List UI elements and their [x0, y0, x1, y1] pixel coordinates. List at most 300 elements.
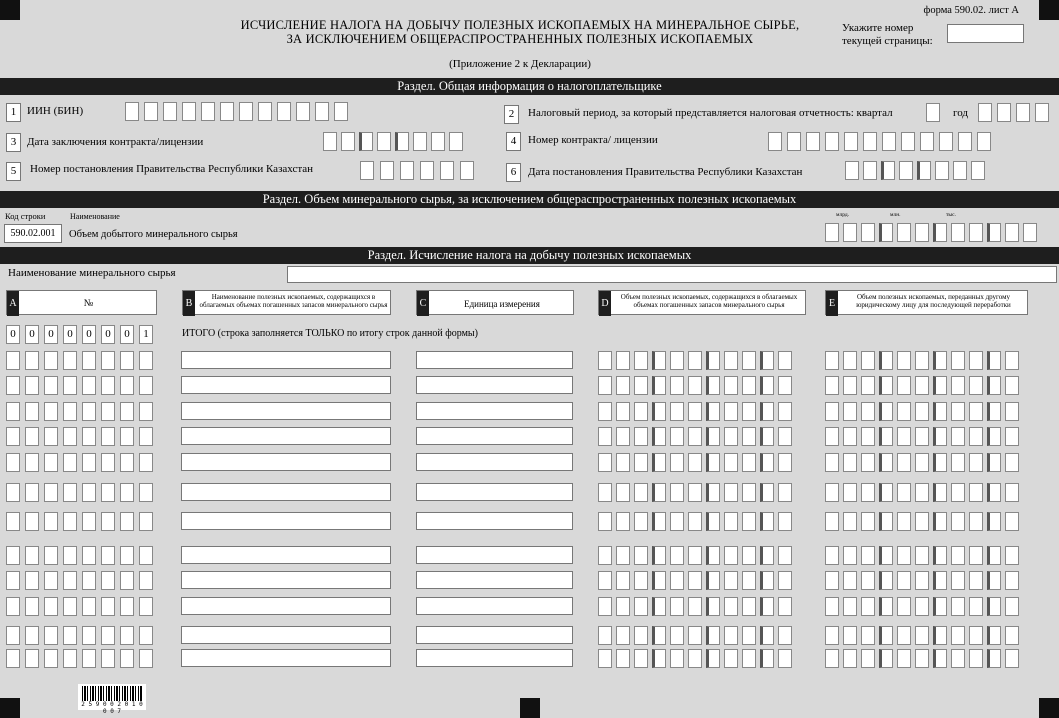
- input-cell[interactable]: [933, 351, 947, 370]
- input-cell[interactable]: [598, 626, 612, 645]
- row-number-cells[interactable]: [6, 453, 158, 472]
- input-cell[interactable]: [652, 626, 666, 645]
- mineral-name-row-input[interactable]: [181, 571, 391, 589]
- input-cell[interactable]: [634, 546, 648, 565]
- input-cell[interactable]: [440, 161, 454, 180]
- unit-row-input[interactable]: [416, 351, 573, 369]
- input-cell[interactable]: [101, 453, 115, 472]
- volume-d-row-cells[interactable]: [598, 483, 796, 502]
- input-cell[interactable]: [634, 512, 648, 531]
- input-cell[interactable]: [598, 512, 612, 531]
- input-cell[interactable]: [25, 597, 39, 616]
- input-cell[interactable]: [258, 102, 272, 121]
- mineral-name-row-input[interactable]: [181, 546, 391, 564]
- mineral-name-row-input[interactable]: [181, 453, 391, 471]
- input-cell[interactable]: [1005, 546, 1019, 565]
- input-cell[interactable]: [778, 626, 792, 645]
- input-cell[interactable]: [843, 512, 857, 531]
- input-cell[interactable]: [616, 453, 630, 472]
- input-cell[interactable]: [670, 597, 684, 616]
- unit-row-input[interactable]: [416, 546, 573, 564]
- input-cell[interactable]: [742, 597, 756, 616]
- input-cell[interactable]: [861, 512, 875, 531]
- input-cell[interactable]: [897, 597, 911, 616]
- input-cell[interactable]: [706, 351, 720, 370]
- input-cell[interactable]: [44, 626, 58, 645]
- input-cell[interactable]: [933, 546, 947, 565]
- input-cell[interactable]: [323, 132, 337, 151]
- input-cell[interactable]: [760, 512, 774, 531]
- input-cell[interactable]: [6, 597, 20, 616]
- input-cell[interactable]: [778, 546, 792, 565]
- input-cell[interactable]: [987, 597, 1001, 616]
- input-cell[interactable]: [843, 376, 857, 395]
- input-cell[interactable]: [277, 102, 291, 121]
- input-cell[interactable]: [139, 546, 153, 565]
- page-number-input[interactable]: [947, 24, 1024, 43]
- input-cell[interactable]: [1005, 597, 1019, 616]
- input-cell[interactable]: [863, 132, 877, 151]
- volume-d-row-cells[interactable]: [598, 453, 796, 472]
- input-cell[interactable]: [616, 351, 630, 370]
- input-cell[interactable]: [63, 626, 77, 645]
- input-cell[interactable]: [843, 453, 857, 472]
- row-number-cells[interactable]: [6, 649, 158, 668]
- input-cell[interactable]: [82, 427, 96, 446]
- input-cell[interactable]: [897, 453, 911, 472]
- input-cell[interactable]: [120, 453, 134, 472]
- input-cell[interactable]: [724, 453, 738, 472]
- input-cell[interactable]: [1023, 223, 1037, 242]
- input-cell[interactable]: [670, 512, 684, 531]
- input-cell[interactable]: [987, 626, 1001, 645]
- input-cell[interactable]: [760, 597, 774, 616]
- volume-d-row-cells[interactable]: [598, 597, 796, 616]
- input-cell[interactable]: [724, 512, 738, 531]
- input-cell[interactable]: [139, 453, 153, 472]
- input-cell[interactable]: [825, 351, 839, 370]
- input-cell[interactable]: [598, 571, 612, 590]
- volume-d-row-cells[interactable]: [598, 351, 796, 370]
- input-cell[interactable]: [760, 376, 774, 395]
- input-cell[interactable]: [598, 546, 612, 565]
- input-cell[interactable]: [978, 103, 992, 122]
- mineral-name-row-input[interactable]: [181, 597, 391, 615]
- input-cell[interactable]: [101, 626, 115, 645]
- volume-d-row-cells[interactable]: [598, 512, 796, 531]
- unit-row-input[interactable]: [416, 626, 573, 644]
- input-cell[interactable]: [1005, 376, 1019, 395]
- input-cell[interactable]: [897, 223, 911, 242]
- input-cell[interactable]: [139, 597, 153, 616]
- input-cell[interactable]: [380, 161, 394, 180]
- input-cell[interactable]: [460, 161, 474, 180]
- input-cell[interactable]: [935, 161, 949, 180]
- input-cell[interactable]: [917, 161, 931, 180]
- input-cell[interactable]: [82, 597, 96, 616]
- input-cell[interactable]: [139, 427, 153, 446]
- input-cell[interactable]: [987, 649, 1001, 668]
- input-cell[interactable]: [933, 453, 947, 472]
- input-cell[interactable]: [971, 161, 985, 180]
- input-cell[interactable]: [120, 427, 134, 446]
- input-cell[interactable]: [44, 571, 58, 590]
- input-cell[interactable]: [6, 453, 20, 472]
- input-cell[interactable]: [634, 483, 648, 502]
- input-cell[interactable]: [82, 626, 96, 645]
- input-cell[interactable]: [724, 597, 738, 616]
- input-cell[interactable]: [760, 483, 774, 502]
- input-cell[interactable]: [82, 351, 96, 370]
- input-cell[interactable]: [977, 132, 991, 151]
- input-cell[interactable]: [598, 483, 612, 502]
- input-cell[interactable]: [915, 402, 929, 421]
- input-cell[interactable]: [879, 483, 893, 502]
- input-cell[interactable]: [953, 161, 967, 180]
- input-cell[interactable]: [843, 546, 857, 565]
- mineral-name-row-input[interactable]: [181, 483, 391, 501]
- input-cell[interactable]: [724, 402, 738, 421]
- input-cell[interactable]: [843, 597, 857, 616]
- input-cell[interactable]: [120, 483, 134, 502]
- input-cell[interactable]: [969, 376, 983, 395]
- input-cell[interactable]: [82, 376, 96, 395]
- row-number-cells[interactable]: [6, 402, 158, 421]
- input-cell[interactable]: [101, 376, 115, 395]
- input-cell[interactable]: [44, 402, 58, 421]
- extracted-volume-input-cells[interactable]: [825, 223, 1041, 242]
- input-cell[interactable]: [951, 546, 965, 565]
- input-cell[interactable]: [688, 512, 702, 531]
- input-cell[interactable]: [420, 161, 434, 180]
- input-cell[interactable]: [688, 649, 702, 668]
- input-cell[interactable]: [1005, 453, 1019, 472]
- input-cell[interactable]: [879, 453, 893, 472]
- volume-e-row-cells[interactable]: [825, 483, 1023, 502]
- input-cell[interactable]: [897, 376, 911, 395]
- input-cell[interactable]: [951, 427, 965, 446]
- input-cell[interactable]: [201, 102, 215, 121]
- input-cell[interactable]: [861, 453, 875, 472]
- volume-d-row-cells[interactable]: [598, 571, 796, 590]
- input-cell[interactable]: [144, 102, 158, 121]
- input-cell[interactable]: [926, 103, 940, 122]
- input-cell[interactable]: [139, 402, 153, 421]
- input-cell[interactable]: [120, 512, 134, 531]
- input-cell[interactable]: [139, 571, 153, 590]
- input-cell[interactable]: [778, 483, 792, 502]
- volume-e-row-cells[interactable]: [825, 512, 1023, 531]
- input-cell[interactable]: [724, 427, 738, 446]
- volume-e-row-cells[interactable]: [825, 453, 1023, 472]
- input-cell[interactable]: [897, 351, 911, 370]
- input-cell[interactable]: [778, 427, 792, 446]
- input-cell[interactable]: [139, 483, 153, 502]
- input-cell[interactable]: [825, 453, 839, 472]
- volume-d-row-cells[interactable]: [598, 626, 796, 645]
- input-cell[interactable]: [6, 571, 20, 590]
- input-cell[interactable]: [634, 376, 648, 395]
- input-cell[interactable]: [634, 402, 648, 421]
- volume-d-row-cells[interactable]: [598, 402, 796, 421]
- input-cell[interactable]: [987, 512, 1001, 531]
- input-cell[interactable]: [742, 402, 756, 421]
- input-cell[interactable]: [915, 223, 929, 242]
- input-cell[interactable]: [163, 102, 177, 121]
- row-number-cells[interactable]: [6, 427, 158, 446]
- input-cell[interactable]: [120, 626, 134, 645]
- mineral-name-row-input[interactable]: [181, 512, 391, 530]
- input-cell[interactable]: [688, 351, 702, 370]
- input-cell[interactable]: [933, 512, 947, 531]
- row-number-cells[interactable]: [6, 546, 158, 565]
- input-cell[interactable]: [742, 546, 756, 565]
- volume-e-row-cells[interactable]: [825, 351, 1023, 370]
- input-cell[interactable]: [688, 376, 702, 395]
- input-cell[interactable]: [82, 546, 96, 565]
- volume-d-row-cells[interactable]: [598, 376, 796, 395]
- input-cell[interactable]: [101, 546, 115, 565]
- input-cell[interactable]: [915, 571, 929, 590]
- input-cell[interactable]: [652, 571, 666, 590]
- input-cell[interactable]: [25, 626, 39, 645]
- input-cell[interactable]: [652, 402, 666, 421]
- input-cell[interactable]: [220, 102, 234, 121]
- input-cell[interactable]: [969, 453, 983, 472]
- input-cell[interactable]: [670, 376, 684, 395]
- input-cell[interactable]: [915, 453, 929, 472]
- input-cell[interactable]: [969, 402, 983, 421]
- input-cell[interactable]: [598, 453, 612, 472]
- input-cell[interactable]: [825, 571, 839, 590]
- input-cell[interactable]: [1016, 103, 1030, 122]
- input-cell[interactable]: [688, 483, 702, 502]
- input-cell[interactable]: [431, 132, 445, 151]
- input-cell[interactable]: [843, 483, 857, 502]
- input-cell[interactable]: [778, 376, 792, 395]
- input-cell[interactable]: [598, 649, 612, 668]
- input-cell[interactable]: [6, 351, 20, 370]
- input-cell[interactable]: [915, 483, 929, 502]
- input-cell[interactable]: [879, 546, 893, 565]
- input-cell[interactable]: [861, 376, 875, 395]
- input-cell[interactable]: [933, 402, 947, 421]
- input-cell[interactable]: [598, 376, 612, 395]
- input-cell[interactable]: [688, 571, 702, 590]
- input-cell[interactable]: [101, 649, 115, 668]
- input-cell[interactable]: [879, 427, 893, 446]
- input-cell[interactable]: [760, 427, 774, 446]
- unit-row-input[interactable]: [416, 427, 573, 445]
- input-cell[interactable]: [951, 351, 965, 370]
- input-cell[interactable]: [63, 351, 77, 370]
- volume-e-row-cells[interactable]: [825, 649, 1023, 668]
- input-cell[interactable]: [1005, 402, 1019, 421]
- input-cell[interactable]: [897, 546, 911, 565]
- input-cell[interactable]: [825, 597, 839, 616]
- input-cell[interactable]: [843, 571, 857, 590]
- input-cell[interactable]: [920, 132, 934, 151]
- input-cell[interactable]: [706, 546, 720, 565]
- input-cell[interactable]: [843, 626, 857, 645]
- input-cell[interactable]: [969, 223, 983, 242]
- input-cell[interactable]: [670, 571, 684, 590]
- volume-e-row-cells[interactable]: [825, 376, 1023, 395]
- input-cell[interactable]: [652, 597, 666, 616]
- input-cell[interactable]: [125, 102, 139, 121]
- volume-e-row-cells[interactable]: [825, 626, 1023, 645]
- input-cell[interactable]: [951, 571, 965, 590]
- row-number-cells[interactable]: [6, 483, 158, 502]
- input-cell[interactable]: [951, 453, 965, 472]
- input-cell[interactable]: [25, 427, 39, 446]
- input-cell[interactable]: [120, 376, 134, 395]
- input-cell[interactable]: [987, 351, 1001, 370]
- input-cell[interactable]: [843, 427, 857, 446]
- input-cell[interactable]: [958, 132, 972, 151]
- input-cell[interactable]: [742, 483, 756, 502]
- input-cell[interactable]: [897, 512, 911, 531]
- input-cell[interactable]: [861, 571, 875, 590]
- input-cell[interactable]: [25, 351, 39, 370]
- row-number-cells[interactable]: [6, 597, 158, 616]
- input-cell[interactable]: [724, 351, 738, 370]
- input-cell[interactable]: [82, 571, 96, 590]
- input-cell[interactable]: [239, 102, 253, 121]
- input-cell[interactable]: [6, 427, 20, 446]
- input-cell[interactable]: [724, 546, 738, 565]
- input-cell[interactable]: [969, 483, 983, 502]
- input-cell[interactable]: [63, 402, 77, 421]
- input-cell[interactable]: [933, 376, 947, 395]
- input-cell[interactable]: [969, 626, 983, 645]
- input-cell[interactable]: [778, 597, 792, 616]
- input-cell[interactable]: [1005, 483, 1019, 502]
- input-cell[interactable]: [987, 571, 1001, 590]
- quarter-input-cell[interactable]: [926, 103, 945, 122]
- unit-row-input[interactable]: [416, 483, 573, 501]
- input-cell[interactable]: [969, 351, 983, 370]
- input-cell[interactable]: [63, 597, 77, 616]
- input-cell[interactable]: [44, 351, 58, 370]
- input-cell[interactable]: [63, 649, 77, 668]
- input-cell[interactable]: [825, 512, 839, 531]
- input-cell[interactable]: [987, 453, 1001, 472]
- input-cell[interactable]: [825, 483, 839, 502]
- input-cell[interactable]: [139, 376, 153, 395]
- year-input-cells[interactable]: [978, 103, 1054, 122]
- input-cell[interactable]: [6, 376, 20, 395]
- input-cell[interactable]: [760, 402, 774, 421]
- mineral-name-row-input[interactable]: [181, 402, 391, 420]
- input-cell[interactable]: [44, 427, 58, 446]
- input-cell[interactable]: [897, 649, 911, 668]
- input-cell[interactable]: [933, 626, 947, 645]
- input-cell[interactable]: [915, 512, 929, 531]
- unit-row-input[interactable]: [416, 571, 573, 589]
- input-cell[interactable]: [879, 376, 893, 395]
- input-cell[interactable]: [742, 351, 756, 370]
- input-cell[interactable]: [933, 571, 947, 590]
- input-cell[interactable]: [670, 453, 684, 472]
- input-cell[interactable]: [997, 103, 1011, 122]
- input-cell[interactable]: [724, 483, 738, 502]
- input-cell[interactable]: [863, 161, 877, 180]
- input-cell[interactable]: [616, 402, 630, 421]
- input-cell[interactable]: [688, 546, 702, 565]
- input-cell[interactable]: [778, 571, 792, 590]
- input-cell[interactable]: [706, 483, 720, 502]
- input-cell[interactable]: [742, 571, 756, 590]
- input-cell[interactable]: [951, 512, 965, 531]
- input-cell[interactable]: [897, 626, 911, 645]
- input-cell[interactable]: [634, 351, 648, 370]
- mineral-name-row-input[interactable]: [181, 427, 391, 445]
- input-cell[interactable]: [987, 427, 1001, 446]
- input-cell[interactable]: [879, 512, 893, 531]
- input-cell[interactable]: [987, 483, 1001, 502]
- input-cell[interactable]: [377, 132, 391, 151]
- input-cell[interactable]: [120, 546, 134, 565]
- input-cell[interactable]: [897, 483, 911, 502]
- input-cell[interactable]: [616, 512, 630, 531]
- input-cell[interactable]: [778, 512, 792, 531]
- input-cell[interactable]: [825, 427, 839, 446]
- input-cell[interactable]: [6, 402, 20, 421]
- input-cell[interactable]: [742, 512, 756, 531]
- input-cell[interactable]: [778, 351, 792, 370]
- input-cell[interactable]: [63, 546, 77, 565]
- input-cell[interactable]: [915, 376, 929, 395]
- input-cell[interactable]: [652, 427, 666, 446]
- input-cell[interactable]: [881, 161, 895, 180]
- input-cell[interactable]: [101, 571, 115, 590]
- input-cell[interactable]: [1005, 571, 1019, 590]
- input-cell[interactable]: [334, 102, 348, 121]
- input-cell[interactable]: [706, 626, 720, 645]
- input-cell[interactable]: [742, 649, 756, 668]
- input-cell[interactable]: [652, 351, 666, 370]
- input-cell[interactable]: [101, 427, 115, 446]
- input-cell[interactable]: [768, 132, 782, 151]
- volume-e-row-cells[interactable]: [825, 546, 1023, 565]
- input-cell[interactable]: [101, 597, 115, 616]
- unit-row-input[interactable]: [416, 512, 573, 530]
- input-cell[interactable]: [120, 571, 134, 590]
- input-cell[interactable]: [652, 453, 666, 472]
- input-cell[interactable]: [882, 132, 896, 151]
- input-cell[interactable]: [139, 649, 153, 668]
- input-cell[interactable]: [341, 132, 355, 151]
- input-cell[interactable]: [598, 597, 612, 616]
- input-cell[interactable]: [951, 376, 965, 395]
- input-cell[interactable]: [360, 161, 374, 180]
- unit-row-input[interactable]: [416, 376, 573, 394]
- input-cell[interactable]: [706, 427, 720, 446]
- volume-e-row-cells[interactable]: [825, 402, 1023, 421]
- row-number-cells[interactable]: [6, 626, 158, 645]
- input-cell[interactable]: [861, 546, 875, 565]
- input-cell[interactable]: [634, 427, 648, 446]
- input-cell[interactable]: [933, 649, 947, 668]
- input-cell[interactable]: [915, 546, 929, 565]
- input-cell[interactable]: [706, 376, 720, 395]
- input-cell[interactable]: [120, 351, 134, 370]
- input-cell[interactable]: [933, 483, 947, 502]
- input-cell[interactable]: [969, 571, 983, 590]
- input-cell[interactable]: [760, 453, 774, 472]
- input-cell[interactable]: [915, 427, 929, 446]
